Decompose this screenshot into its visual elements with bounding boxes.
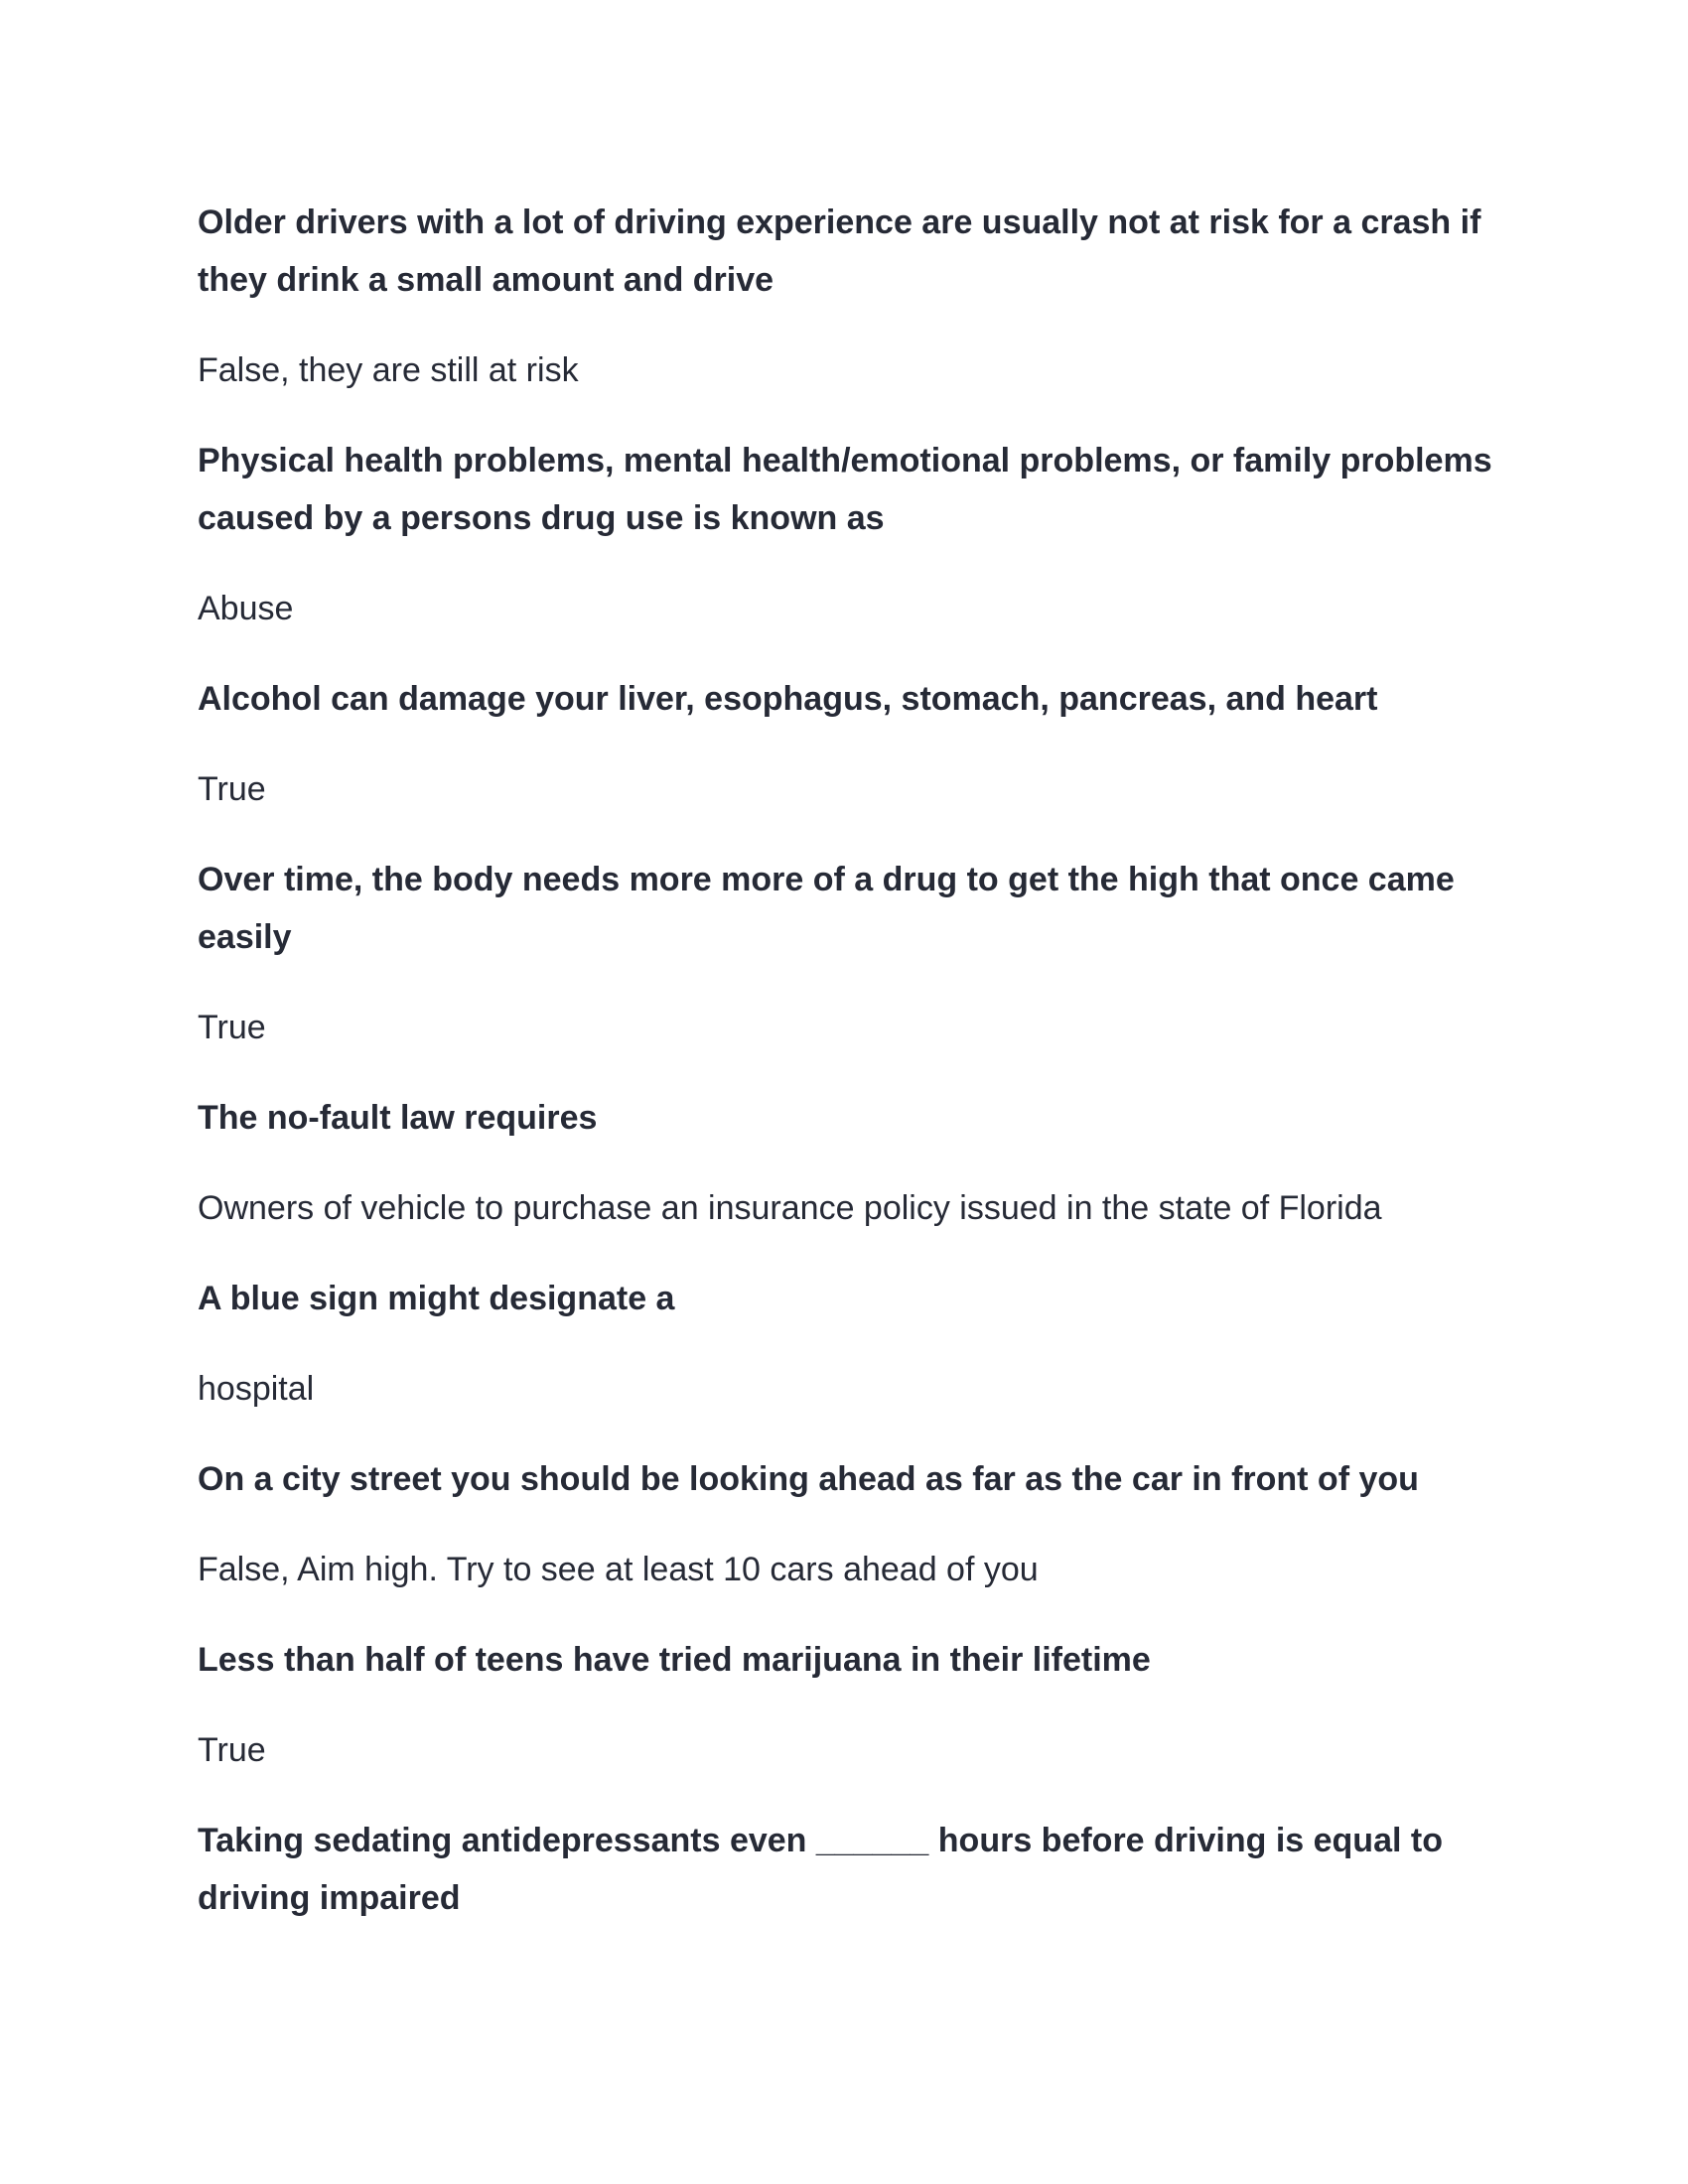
qa-item [198, 1450, 1508, 1598]
question-text: Over time, the body needs more more of a drug to get the high that once came easily [198, 861, 1455, 956]
qa-item [198, 432, 1508, 637]
question-text: A blue sign might designate a [198, 1280, 675, 1317]
question-text: On a city street you should be looking ahead as far as the car in front of you [198, 1460, 1419, 1498]
qa-item [198, 1812, 1508, 1927]
document-page [198, 194, 1508, 1927]
question-text: Taking sedating antidepressants even ______ hours before driving is equal to driving impaired [198, 1822, 1443, 1917]
qa-item [198, 851, 1508, 1056]
answer-text: False, they are still at risk [198, 351, 579, 389]
question-text: Physical health problems, mental health/emotional problems, or family problems caused by a persons drug use is known as [198, 442, 1492, 537]
answer-text: True [198, 1009, 266, 1046]
answer-text: hospital [198, 1370, 315, 1408]
qa-item [198, 194, 1508, 399]
question-text: The no-fault law requires [198, 1099, 598, 1137]
answer-text: True [198, 770, 266, 808]
answer-text: False, Aim high. Try to see at least 10 cars ahead of you [198, 1551, 1039, 1588]
qa-item [198, 1270, 1508, 1418]
answer-text: Owners of vehicle to purchase an insurance policy issued in the state of Florida [198, 1189, 1382, 1227]
qa-item [198, 1631, 1508, 1779]
qa-item [198, 1089, 1508, 1237]
question-text: Alcohol can damage your liver, esophagus, stomach, pancreas, and heart [198, 680, 1378, 718]
question-text: Older drivers with a lot of driving experience are usually not at risk for a crash if they drink a small amount and drive [198, 204, 1481, 299]
answer-text: True [198, 1731, 266, 1769]
question-text: Less than half of teens have tried marijuana in their lifetime [198, 1641, 1151, 1679]
answer-text: Abuse [198, 590, 294, 627]
qa-item [198, 670, 1508, 818]
